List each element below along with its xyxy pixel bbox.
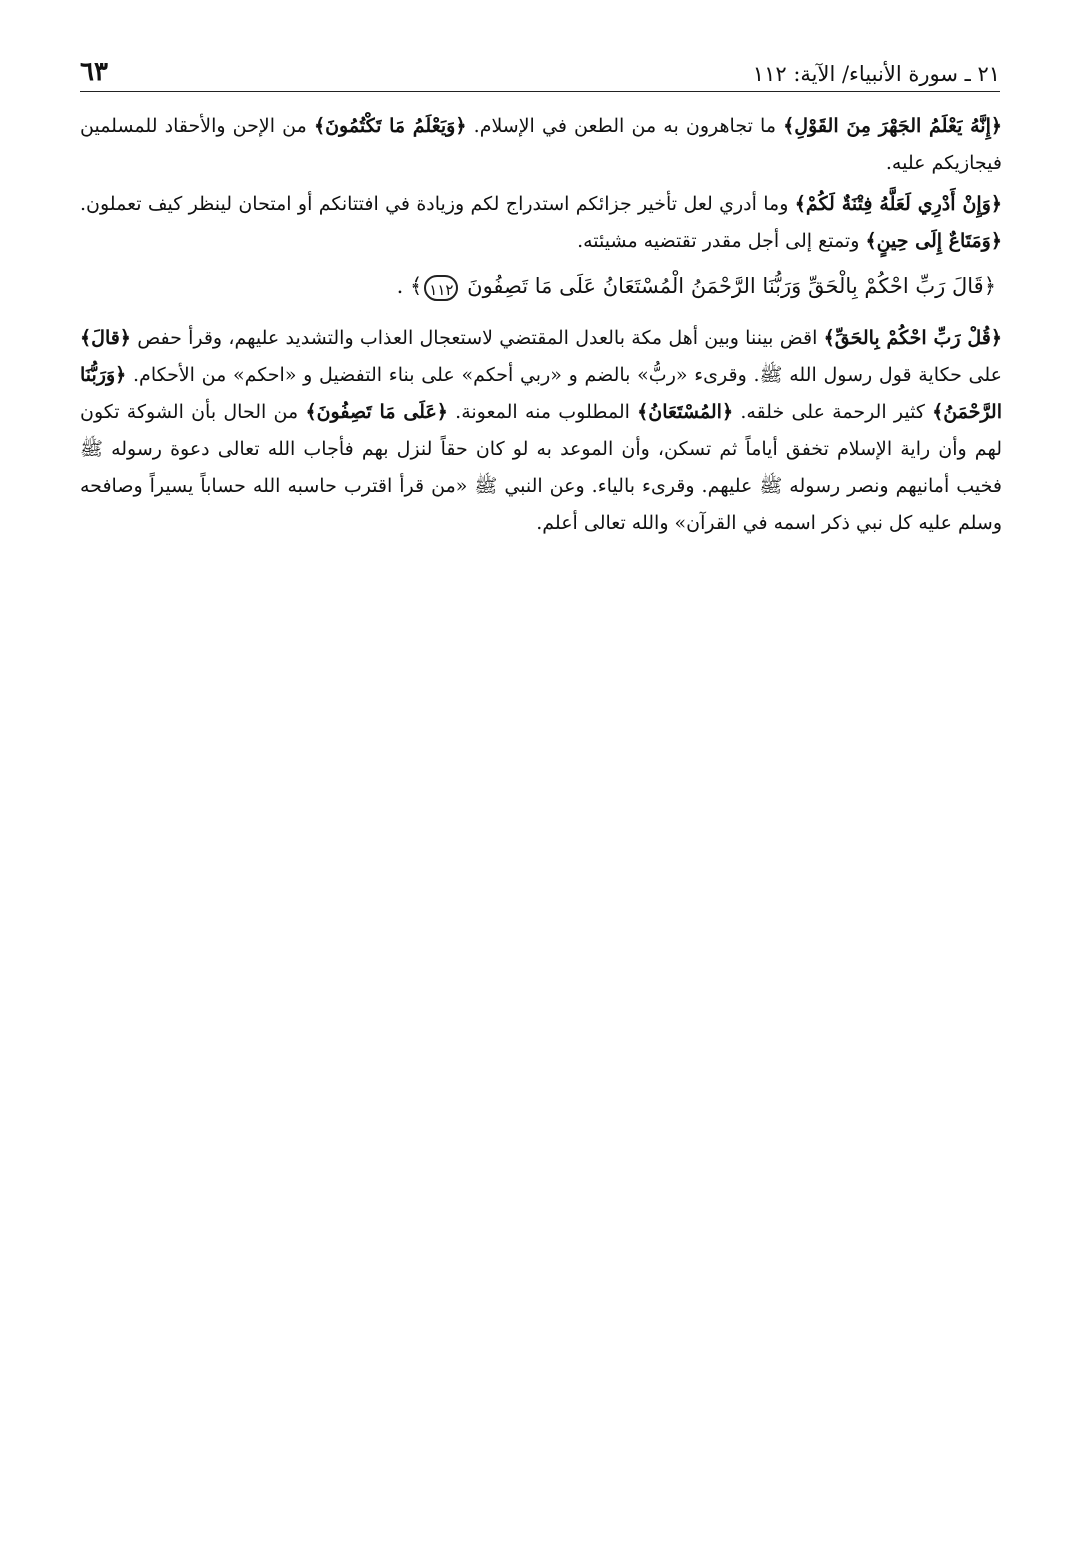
quran-quote: ﴿قالَ﴾ — [80, 327, 131, 349]
ayah-number-marker: ١١٢ — [424, 275, 458, 301]
commentary-text: من الإحن والأحقاد للمسلمين فيجازيكم عليه. — [80, 115, 1002, 174]
quran-quote: ﴿وَإِنْ أَدْرِي لَعَلَّهُ فِتْنَةٌ لَكُمْ﴾ — [794, 193, 1003, 215]
quran-quote: ﴿المُسْتَعَانُ﴾ — [637, 401, 734, 423]
commentary-text: المطلوب منه المعونة. — [447, 401, 638, 423]
commentary-text: وما أدري لعل تأخير جزائكم استدراج لكم وزيادة في افتتانكم أو امتحان لينظر كيف تعملون. — [80, 193, 795, 215]
quran-quote: ﴿وَمَتَاعٌ إِلَى حِينٍ﴾ — [865, 230, 1002, 252]
verse-closing: ﴾ . — [396, 274, 423, 298]
commentary-text: على حكاية قول رسول الله ﷺ. وقرىء «ربُّ» بالضم و «ربي أحكم» على بناء التفضيل و «احكم» من الأحكام. — [126, 364, 1002, 386]
commentary-text: اقض بيننا وبين أهل مكة بالعدل المقتضي لاستعجال العذاب والتشديد عليهم، وقرأ حفص — [130, 327, 824, 349]
quran-quote: ﴿إِنَّهُ يَعْلَمُ الجَهْرَ مِنَ القَوْلِ﴾ — [783, 115, 1003, 137]
quran-quote: ﴿قُلْ رَبِّ احْكُمْ بِالحَقِّ﴾ — [823, 327, 1002, 349]
quran-quote: ﴿وَرَبُّنَا الرَّحْمَنُ﴾ — [80, 364, 1002, 423]
running-title: ٢١ ـ سورة الأنبياء/ الآية: ١١٢ — [752, 62, 1000, 86]
commentary-text: ما تجاهرون به من الطعن في الإسلام. — [466, 115, 784, 137]
commentary-text: من الحال بأن الشوكة تكون لهم وأن راية الإسلام تخفق أياماً ثم تسكن، وأن الموعد به لو كان حقاً لنزل بهم فأجاب الله تعالى دعوة رسوله ﷺ فخيب أمانيهم ونصر رسوله ﷺ عليهم. وقرىء بالياء. وعن النبي ﷺ «من قرأ اقترب حاسبه الله حساباً يسيراً وصافحه وسلم عليه كل نبي ذكر اسمه في القرآن» والله تعالى أعلم. — [80, 401, 1002, 534]
body-text — [80, 108, 1002, 546]
page-number: ٦٣ — [80, 57, 108, 87]
paragraph-3 — [80, 320, 1002, 542]
paragraph-2 — [80, 186, 1002, 260]
verse-block — [80, 266, 1002, 306]
running-header — [80, 52, 1000, 92]
paragraph-1 — [80, 108, 1002, 182]
verse-text: ﴿قَالَ رَبِّ احْكُمْ بِالْحَقِّ وَرَبُّنَا الرَّحْمَنُ الْمُسْتَعَانُ عَلَى مَا تَصِفُونَ — [467, 274, 996, 298]
quran-quote: ﴿وَيَعْلَمُ مَا تَكْتُمُونَ﴾ — [313, 115, 467, 137]
commentary-text: وتمتع إلى أجل مقدر تقتضيه مشيئته. — [577, 230, 866, 252]
quran-quote: ﴿عَلَى مَا تَصِفُونَ﴾ — [305, 401, 448, 423]
commentary-text: كثير الرحمة على خلقه. — [733, 401, 933, 423]
